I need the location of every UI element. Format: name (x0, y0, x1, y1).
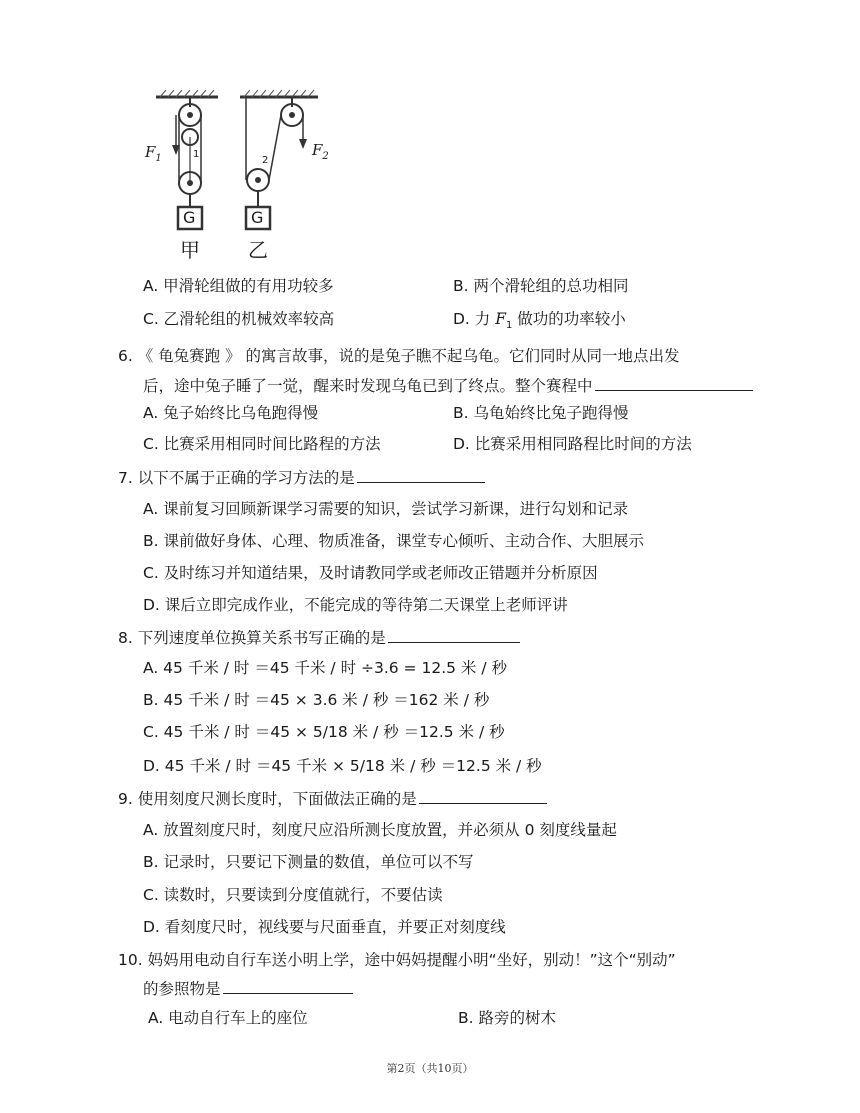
q5-option-a: A. 甲滑轮组做的有用功较多 (143, 277, 334, 295)
q10-stem-line1: 10. 妈妈用电动自行车送小明上学，途中妈妈提醒小明“坐好，别动！”这个“别动” (118, 951, 676, 969)
q9-option-d: D. 看刻度尺时，视线要与尺面垂直，并要正对刻度线 (143, 918, 506, 936)
q7-option-a: A. 课前复习回顾新课学习需要的知识，尝试学习新课，进行勾划和记录 (143, 500, 629, 518)
q8-stem: 8. 下列速度单位换算关系书写正确的是 (118, 626, 520, 648)
left-figure-caption: 甲 (180, 238, 200, 262)
q7-option-d: D. 课后立即完成作业，不能完成的等待第二天课堂上老师评讲 (143, 596, 568, 614)
q5-option-d: D. 力 $F_1$ 做功的功率较小 (453, 310, 626, 332)
q9-answer-blank (419, 787, 547, 804)
q9-option-b: B. 记录时，只要记下测量的数值，单位可以不写 (143, 853, 474, 871)
right-weight-label: G (251, 208, 264, 227)
q10-stem-line2: 的参照物是 (143, 977, 353, 999)
q8-answer-blank (388, 626, 520, 643)
force-f2-label: $F_2$ (312, 141, 329, 162)
q7-stem: 7. 以下不属于正确的学习方法的是 (118, 466, 485, 488)
q7-answer-blank (357, 466, 485, 483)
force-f1-label: $F_1$ (145, 143, 162, 164)
q9-stem: 9. 使用刻度尺测长度时，下面做法正确的是 (118, 787, 547, 809)
pulley-diagram (140, 85, 330, 265)
pulley-figure (140, 85, 330, 265)
q8-option-d: D. 45 千米 / 时 ＝45 千米 × 5/18 米 / 秒 ＝12.5 米 / 秒 (143, 757, 542, 775)
q6-option-c: C. 比赛采用相同时间比路程的方法 (143, 435, 381, 453)
q8-option-a: A. 45 千米 / 时 ＝45 千米 / 时 ÷3.6 = 12.5 米 / 秒 (143, 659, 507, 677)
q9-option-c: C. 读数时，只要读到分度值就行，不要估读 (143, 886, 443, 904)
q6-option-d: D. 比赛采用相同路程比时间的方法 (453, 435, 692, 453)
q6-answer-blank (595, 374, 753, 391)
q8-option-c: C. 45 千米 / 时 ＝45 × 5/18 米 / 秒 ＝12.5 米 / 秒 (143, 723, 505, 741)
q5-option-b: B. 两个滑轮组的总功相同 (453, 277, 629, 295)
q10-option-b: B. 路旁的树木 (458, 1009, 556, 1027)
q8-option-b: B. 45 千米 / 时 ＝45 × 3.6 米 / 秒 ＝162 米 / 秒 (143, 691, 490, 709)
q6-stem-line2: 后，途中兔子睡了一觉，醒来时发现乌龟已到了终点。整个赛程中 (143, 374, 753, 396)
left-weight-label: G (183, 208, 196, 227)
q6-option-a: A. 兔子始终比乌龟跑得慢 (143, 404, 319, 422)
q7-option-c: C. 及时练习并知道结果，及时请教同学或老师改正错题并分析原因 (143, 564, 598, 582)
left-rope-mark: 1 (193, 149, 200, 160)
q7-option-b: B. 课前做好身体、心理、物质准备，课堂专心倾听、主动合作、大胆展示 (143, 532, 644, 550)
right-figure-caption: 乙 (248, 238, 268, 262)
right-rope-mark: 2 (262, 155, 269, 166)
page-footer: 第2页（共10页） (386, 1062, 474, 1075)
q5-option-c: C. 乙滑轮组的机械效率较高 (143, 310, 335, 328)
q6-stem-line1: 6. 《 龟兔赛跑 》 的寓言故事，说的是兔子瞧不起乌龟。它们同时从同一地点出发 (118, 347, 680, 365)
q6-option-b: B. 乌龟始终比兔子跑得慢 (453, 404, 629, 422)
q9-option-a: A. 放置刻度尺时，刻度尺应沿所测长度放置，并必须从 0 刻度线量起 (143, 821, 617, 839)
q10-answer-blank (223, 977, 353, 994)
q10-option-a: A. 电动自行车上的座位 (148, 1009, 308, 1027)
